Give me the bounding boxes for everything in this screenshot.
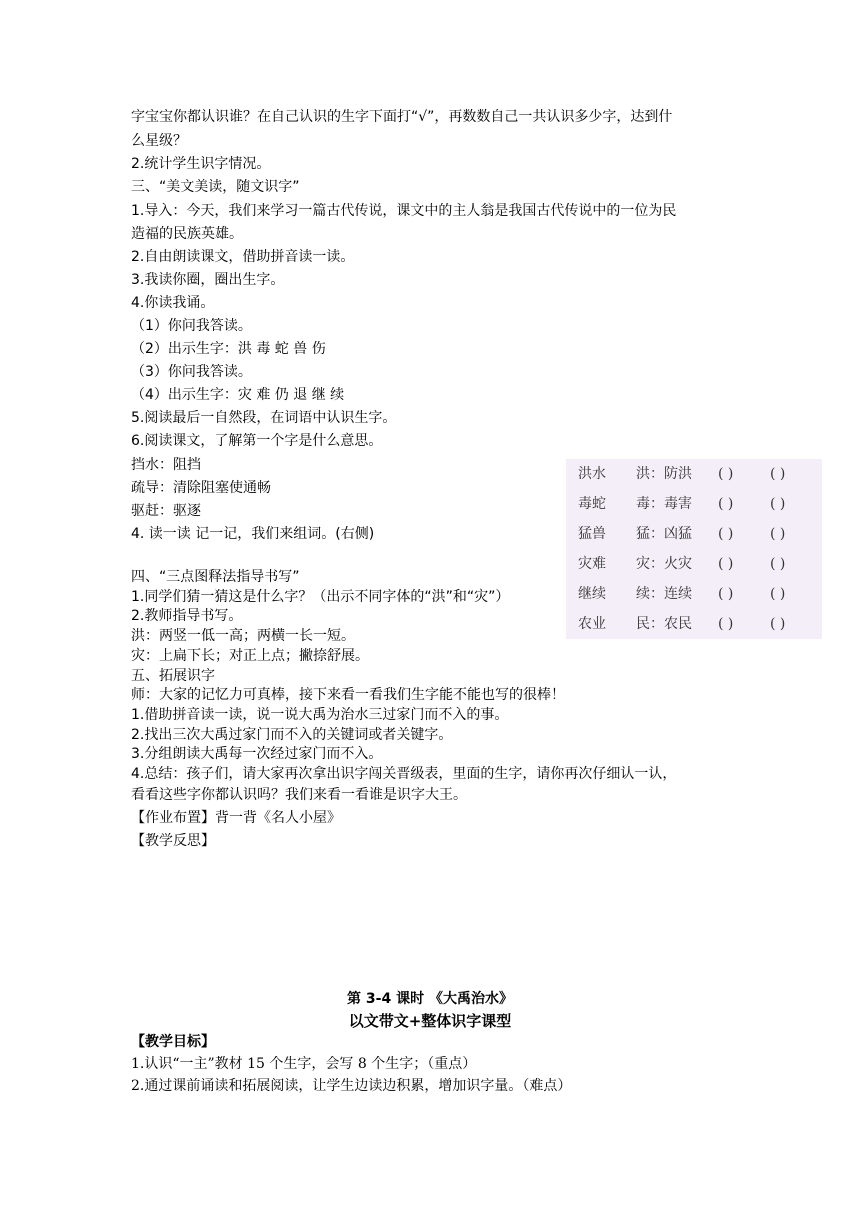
text-line: 字宝宝你都认识谁？在自己认识的生字下面打“√”，再数数自己一共认识多少字，达到什 [131, 109, 673, 125]
table-cell-blank: ( ) [718, 496, 734, 512]
text-line: 【作业布置】背一背《名人小屋》 [131, 810, 341, 826]
goal-item: 2.通过课前诵读和拓展阅读，让学生边读边积累，增加识字量。（难点） [131, 1078, 572, 1094]
text-line: 1.借助拼音读一读，说一说大禹为治水三过家门而不入的事。 [131, 707, 509, 723]
goals-heading: 【教学目标】 [131, 1034, 215, 1050]
text-line: 2.自由朗读课文，借助拼音读一读。 [131, 249, 355, 265]
table-cell-group: 民：农民 [636, 616, 692, 632]
lesson-title: 第 3-4 课时 《大禹治水》 [347, 991, 513, 1007]
text-line: 2.教师指导书写。 [131, 608, 243, 624]
text-line: （1）你问我答读。 [131, 318, 252, 334]
table-cell-group: 洪：防洪 [636, 466, 692, 482]
text-line: （2）出示生字：洪 毒 蛇 兽 伤 [131, 341, 326, 357]
table-cell-word: 灾难 [578, 556, 606, 572]
table-row [566, 609, 822, 639]
text-line: 洪：两竖一低一高；两横一长一短。 [131, 628, 355, 644]
table-cell-word: 毒蛇 [578, 496, 606, 512]
text-line: （4）出示生字：灾 难 仍 退 继 续 [131, 387, 345, 403]
text-line: 5.阅读最后一自然段，在词语中认识生字。 [131, 410, 397, 426]
table-cell-blank: ( ) [718, 466, 734, 482]
table-cell-blank: ( ) [770, 466, 786, 482]
text-line: 2.找出三次大禹过家门而不入的关键词或者关键字。 [131, 727, 453, 743]
section-heading: 四、“三点图释法指导书写” [131, 569, 300, 585]
table-cell-blank: ( ) [770, 526, 786, 542]
text-line: （3）你问我答读。 [131, 364, 252, 380]
text-line: 2.统计学生识字情况。 [131, 156, 271, 172]
text-line: 灾：上扁下长；对正上点；撇捺舒展。 [131, 648, 369, 664]
table-row [566, 489, 822, 519]
text-line: 看看这些字你都认识吗？我们来看一看谁是识字大王。 [131, 787, 467, 803]
goal-item: 1.认识“一主”教材 15 个生字，会写 8 个生字；（重点） [131, 1056, 477, 1072]
table-cell-group: 续：连续 [636, 586, 692, 602]
table-cell-blank: ( ) [770, 616, 786, 632]
text-line: 4.总结：孩子们，请大家再次拿出识字闯关晋级表，里面的生字，请你再次仔细认一认， [131, 766, 677, 782]
table-cell-blank: ( ) [718, 556, 734, 572]
table-cell-blank: ( ) [718, 586, 734, 602]
text-line: 1.同学们猜一猜这是什么字？（出示不同字体的“洪”和“灾”） [131, 589, 510, 605]
text-line: 3.分组朗读大禹每一次经过家门而不入。 [131, 746, 383, 762]
table-cell-group: 猛：凶猛 [636, 526, 692, 542]
table-cell-group: 灾：火灾 [636, 556, 692, 572]
table-cell-group: 毒：毒害 [636, 496, 692, 512]
text-line: 【教学反思】 [131, 833, 215, 849]
table-cell-blank: ( ) [718, 616, 734, 632]
table-cell-word: 猛兽 [578, 526, 606, 542]
table-row [566, 459, 822, 489]
text-line: 4. 读一读 记一记，我们来组词。(右侧) [131, 526, 375, 542]
section-heading: 三、“美文美读，随文识字” [131, 179, 300, 195]
word-group-table [566, 459, 822, 639]
table-cell-word: 农业 [578, 616, 606, 632]
text-line: 么星级？ [131, 133, 187, 149]
text-line: 1.导入：今天，我们来学习一篇古代传说，课文中的主人翁是我国古代传说中的一位为民 [131, 203, 677, 219]
text-line: 驱赶：驱逐 [131, 503, 201, 519]
text-line: 挡水：阻挡 [131, 457, 201, 473]
table-cell-blank: ( ) [770, 496, 786, 512]
section-heading: 五、拓展识字 [131, 668, 215, 684]
table-cell-blank: ( ) [770, 556, 786, 572]
table-row [566, 549, 822, 579]
text-line: 4.你读我诵。 [131, 295, 215, 311]
table-row [566, 579, 822, 609]
text-line: 造福的民族英雄。 [131, 226, 243, 242]
table-cell-blank: ( ) [770, 586, 786, 602]
text-line: 6.阅读课文，了解第一个字是什么意思。 [131, 433, 383, 449]
table-cell-blank: ( ) [718, 526, 734, 542]
text-line: 师：大家的记忆力可真棒，接下来看一看我们生字能不能也写的很棒！ [131, 687, 565, 703]
text-line: 3.我读你圈，圈出生字。 [131, 272, 285, 288]
lesson-subtitle: 以文带文+整体识字课型 [348, 1012, 512, 1030]
table-row [566, 519, 822, 549]
table-cell-word: 洪水 [578, 466, 606, 482]
table-cell-word: 继续 [578, 586, 606, 602]
text-line: 疏导：清除阻塞使通畅 [131, 480, 271, 496]
